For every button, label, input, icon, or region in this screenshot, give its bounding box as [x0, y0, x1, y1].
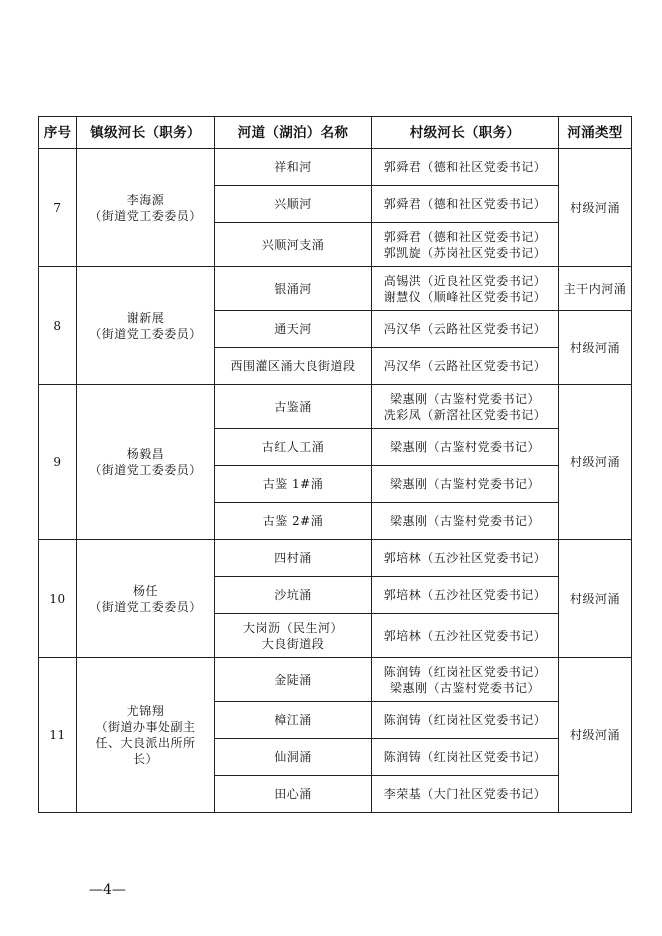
town-chief: [77, 267, 215, 385]
table-row: [39, 267, 632, 311]
river-name: [215, 702, 372, 739]
village-chief: [372, 776, 559, 813]
river-name: [215, 466, 372, 503]
river-name-text: 西围灌区涌大良街道段: [230, 359, 356, 373]
river-name: [215, 311, 372, 348]
river-name: [215, 577, 372, 614]
town-chief-name: 李海源: [126, 192, 165, 207]
header-town-chief: 镇级河长（职务）: [77, 117, 215, 149]
village-chief: [372, 540, 559, 577]
village-chief-text: 冼彩凤（新滘社区党委书记）: [383, 407, 547, 422]
river-name: [215, 186, 372, 223]
village-chief: [372, 702, 559, 739]
town-chief-name: 尤锦翔: [126, 704, 165, 718]
river-name: [215, 614, 372, 658]
village-chief: [372, 385, 559, 429]
seq-number: 9: [39, 385, 77, 540]
village-chief: [372, 429, 559, 466]
river-name-text: 古鉴涌: [274, 399, 312, 414]
river-chief-table: [38, 116, 632, 813]
table-header-row: [39, 117, 632, 149]
village-chief-text: 郭舜君（德和社区党委书记）: [383, 160, 547, 174]
village-chief-text: 李荣基（大门社区党委书记）: [383, 787, 547, 801]
river-name-text: 大岗沥（民生河）: [242, 620, 343, 635]
river-name: [215, 658, 372, 702]
village-chief: [372, 311, 559, 348]
seq-number: 8: [39, 267, 77, 385]
town-chief: [77, 540, 215, 658]
river-type: 主干内河涌: [559, 267, 632, 311]
river-name: [215, 540, 372, 577]
river-type: 村级河涌: [559, 385, 632, 540]
village-chief: [372, 348, 559, 385]
town-chief-title: （街道党工委委员）: [89, 326, 202, 341]
river-name-text: 祥和河: [274, 160, 312, 174]
header-river-name: 河道（湖泊）名称: [215, 117, 372, 149]
village-chief-text: 梁惠刚（古鉴村党委书记）: [389, 477, 540, 491]
river-name: [215, 429, 372, 466]
village-chief: [372, 658, 559, 702]
river-name: [215, 348, 372, 385]
village-chief-text: 冯汉华（云路社区党委书记）: [383, 359, 547, 373]
river-name: [215, 385, 372, 429]
seq-number: 10: [39, 540, 77, 658]
river-name: [215, 739, 372, 776]
river-name-text: 仙洞涌: [274, 750, 312, 764]
seq-number: 11: [39, 658, 77, 813]
village-chief-text: 郭培林（五沙社区党委书记）: [383, 551, 547, 565]
river-name-text: 兴顺河支涌: [261, 237, 325, 252]
river-name-text: 大良街道段: [261, 636, 325, 651]
river-name-text: 兴顺河: [274, 197, 312, 211]
village-chief-text: 郭舜君（德和社区党委书记）: [383, 229, 547, 244]
village-chief: [372, 503, 559, 540]
village-chief: [372, 186, 559, 223]
town-chief-title: （街道办事处副主任、大良派出所所长）: [95, 720, 196, 766]
town-chief: [77, 149, 215, 267]
village-chief: [372, 466, 559, 503]
village-chief-text: 陈润铸（红岗社区党委书记）: [383, 664, 547, 679]
village-chief-text: 梁惠刚（古鉴村党委书记）: [389, 440, 540, 454]
river-name-text: 田心涌: [274, 787, 312, 801]
river-name-text: 金陡涌: [274, 672, 312, 687]
village-chief-text: 郭凯旋（苏岗社区党委书记）: [383, 245, 547, 260]
village-chief-text: 郭培林（五沙社区党委书记）: [383, 628, 547, 643]
header-seq: 序号: [39, 117, 77, 149]
town-chief: [77, 385, 215, 540]
village-chief-text: 梁惠刚（古鉴村党委书记）: [389, 680, 540, 695]
village-chief-text: 高锡洪（近良社区党委书记）: [383, 273, 547, 288]
river-name: [215, 503, 372, 540]
village-chief: [372, 614, 559, 658]
river-name-text: 四村涌: [274, 551, 312, 565]
town-chief-name: 杨毅昌: [126, 447, 165, 461]
town-chief-name: 谢新展: [126, 310, 165, 325]
village-chief: [372, 739, 559, 776]
header-village-chief: 村级河长（职务）: [372, 117, 559, 149]
river-name-text: 古鉴 2#涌: [262, 514, 324, 528]
river-type: 村级河涌: [559, 311, 632, 385]
village-chief-text: 陈润铸（红岗社区党委书记）: [383, 750, 547, 764]
river-name-text: 银涌河: [274, 281, 312, 296]
river-name: [215, 776, 372, 813]
village-chief: [372, 577, 559, 614]
header-river-type: 河涌类型: [559, 117, 632, 149]
town-chief-name: 杨任: [132, 583, 158, 598]
table-row: [39, 658, 632, 702]
village-chief: [372, 149, 559, 186]
village-chief-text: 梁惠刚（古鉴村党委书记）: [389, 514, 540, 528]
seq-number: 7: [39, 149, 77, 267]
river-name: [215, 149, 372, 186]
village-chief-text: 郭培林（五沙社区党委书记）: [383, 588, 547, 602]
village-chief-text: 梁惠刚（古鉴村党委书记）: [389, 391, 540, 406]
river-name-text: 古鉴 1#涌: [262, 477, 324, 491]
town-chief: [77, 658, 215, 813]
river-type: 村级河涌: [559, 149, 632, 267]
village-chief-text: 郭舜君（德和社区党委书记）: [383, 197, 547, 211]
village-chief: [372, 223, 559, 267]
table-row: [39, 540, 632, 577]
river-type: 村级河涌: [559, 658, 632, 813]
village-chief-text: 冯汉华（云路社区党委书记）: [383, 322, 547, 336]
river-name: [215, 267, 372, 311]
river-name-text: 沙坑涌: [274, 588, 312, 602]
page-number: —4—: [89, 882, 126, 898]
river-name-text: 通天河: [274, 322, 312, 336]
river-name: [215, 223, 372, 267]
river-name-text: 古红人工涌: [261, 440, 325, 454]
village-chief-text: 陈润铸（红岗社区党委书记）: [383, 713, 547, 727]
table-row: [39, 385, 632, 429]
town-chief-title: （街道党工委委员）: [89, 208, 202, 223]
river-name-text: 樟江涌: [274, 713, 312, 727]
town-chief-title: （街道党工委委员）: [89, 463, 202, 477]
town-chief-title: （街道党工委委员）: [89, 599, 202, 614]
table-row: [39, 149, 632, 186]
village-chief-text: 谢慧仪（顺峰社区党委书记）: [383, 289, 547, 304]
village-chief: [372, 267, 559, 311]
river-type: 村级河涌: [559, 540, 632, 658]
